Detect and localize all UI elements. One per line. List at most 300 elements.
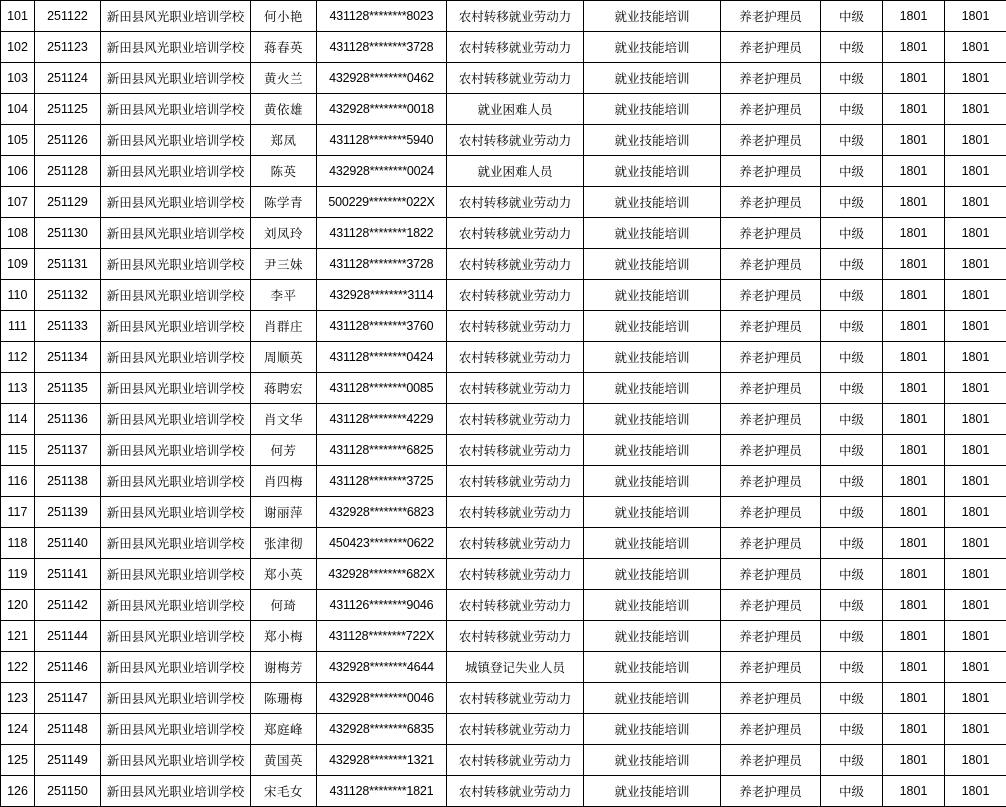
table-cell: 106: [1, 156, 35, 187]
table-cell: 1801: [883, 590, 945, 621]
table-row: [1, 187, 1006, 218]
table-cell: 431128********3728: [317, 32, 447, 63]
table-cell: 养老护理员: [721, 1, 821, 32]
table-cell: 何小艳: [251, 1, 317, 32]
table-cell: 251122: [35, 1, 101, 32]
table-cell: 农村转移就业劳动力: [447, 559, 584, 590]
table-cell: 就业技能培训: [584, 559, 721, 590]
table-cell: 中级: [821, 156, 883, 187]
table-row: [1, 559, 1006, 590]
table-cell: 何芳: [251, 435, 317, 466]
table-cell: 1801: [883, 683, 945, 714]
table-cell: 1801: [883, 342, 945, 373]
table-cell: 1801: [945, 745, 1006, 776]
table-cell: 251139: [35, 497, 101, 528]
table-cell: 新田县风光职业培训学校: [101, 63, 251, 94]
table-cell: 就业技能培训: [584, 528, 721, 559]
table-cell: 黄火兰: [251, 63, 317, 94]
table-cell: 就业技能培训: [584, 63, 721, 94]
table-cell: 251149: [35, 745, 101, 776]
table-cell: 251148: [35, 714, 101, 745]
table-row: [1, 94, 1006, 125]
table-cell: 1801: [883, 125, 945, 156]
table-cell: 1801: [945, 125, 1006, 156]
table-cell: 1801: [883, 373, 945, 404]
table-cell: 1801: [945, 776, 1006, 807]
table-cell: 就业技能培训: [584, 94, 721, 125]
table-row: [1, 621, 1006, 652]
table-cell: 1801: [945, 373, 1006, 404]
table-cell: 431128********3725: [317, 466, 447, 497]
table-cell: 251135: [35, 373, 101, 404]
table-cell: 102: [1, 32, 35, 63]
table-cell: 养老护理员: [721, 125, 821, 156]
table-cell: 尹三妹: [251, 249, 317, 280]
table-cell: 就业技能培训: [584, 1, 721, 32]
table-cell: 126: [1, 776, 35, 807]
table-cell: 1801: [883, 187, 945, 218]
table-cell: 陈学青: [251, 187, 317, 218]
table-cell: 251132: [35, 280, 101, 311]
table-cell: 1801: [883, 497, 945, 528]
table-cell: 农村转移就业劳动力: [447, 280, 584, 311]
table-cell: 农村转移就业劳动力: [447, 311, 584, 342]
table-cell: 新田县风光职业培训学校: [101, 187, 251, 218]
table-cell: 就业技能培训: [584, 404, 721, 435]
table-cell: 养老护理员: [721, 590, 821, 621]
table-cell: 养老护理员: [721, 652, 821, 683]
table-cell: 1801: [945, 714, 1006, 745]
table-cell: 中级: [821, 63, 883, 94]
table-cell: 1801: [883, 280, 945, 311]
table-row: [1, 125, 1006, 156]
table-cell: 新田县风光职业培训学校: [101, 280, 251, 311]
table-cell: 中级: [821, 404, 883, 435]
table-cell: 农村转移就业劳动力: [447, 373, 584, 404]
table-cell: 农村转移就业劳动力: [447, 125, 584, 156]
table-cell: 1801: [945, 528, 1006, 559]
table-cell: 就业困难人员: [447, 156, 584, 187]
table-cell: 109: [1, 249, 35, 280]
table-cell: 中级: [821, 373, 883, 404]
table-cell: 就业技能培训: [584, 714, 721, 745]
table-cell: 1801: [883, 249, 945, 280]
table-cell: 1801: [945, 342, 1006, 373]
table-cell: 123: [1, 683, 35, 714]
table-row: [1, 280, 1006, 311]
table-cell: 李平: [251, 280, 317, 311]
table-cell: 新田县风光职业培训学校: [101, 373, 251, 404]
table-cell: 432928********4644: [317, 652, 447, 683]
table-cell: 251147: [35, 683, 101, 714]
table-cell: 432928********1321: [317, 745, 447, 776]
table-cell: 新田县风光职业培训学校: [101, 621, 251, 652]
table-cell: 郑小梅: [251, 621, 317, 652]
table-cell: 黄国英: [251, 745, 317, 776]
table-cell: 251126: [35, 125, 101, 156]
table-cell: 何琦: [251, 590, 317, 621]
table-row: [1, 590, 1006, 621]
table-cell: 251123: [35, 32, 101, 63]
table-cell: 117: [1, 497, 35, 528]
table-cell: 1801: [945, 652, 1006, 683]
table-cell: 肖四梅: [251, 466, 317, 497]
table-cell: 431128********0085: [317, 373, 447, 404]
table-cell: 1801: [883, 63, 945, 94]
table-cell: 养老护理员: [721, 683, 821, 714]
table-cell: 251137: [35, 435, 101, 466]
table-cell: 农村转移就业劳动力: [447, 342, 584, 373]
table-cell: 农村转移就业劳动力: [447, 683, 584, 714]
table-cell: 农村转移就业劳动力: [447, 1, 584, 32]
table-cell: 108: [1, 218, 35, 249]
table-cell: 251144: [35, 621, 101, 652]
table-cell: 1801: [883, 32, 945, 63]
table-cell: 肖群庄: [251, 311, 317, 342]
table-cell: 养老护理员: [721, 311, 821, 342]
table-cell: 中级: [821, 683, 883, 714]
table-cell: 中级: [821, 621, 883, 652]
table-cell: 养老护理员: [721, 528, 821, 559]
table-cell: 农村转移就业劳动力: [447, 528, 584, 559]
table-cell: 431128********0424: [317, 342, 447, 373]
table-cell: 1801: [883, 311, 945, 342]
table-cell: 就业技能培训: [584, 497, 721, 528]
table-cell: 新田县风光职业培训学校: [101, 466, 251, 497]
table-cell: 就业技能培训: [584, 683, 721, 714]
table-cell: 新田县风光职业培训学校: [101, 311, 251, 342]
table-cell: 105: [1, 125, 35, 156]
table-cell: 农村转移就业劳动力: [447, 776, 584, 807]
table-cell: 中级: [821, 32, 883, 63]
table-cell: 养老护理员: [721, 466, 821, 497]
table-cell: 就业技能培训: [584, 435, 721, 466]
table-cell: 432928********0462: [317, 63, 447, 94]
table-cell: 农村转移就业劳动力: [447, 249, 584, 280]
table-cell: 110: [1, 280, 35, 311]
table-cell: 农村转移就业劳动力: [447, 466, 584, 497]
table-cell: 104: [1, 94, 35, 125]
table-cell: 111: [1, 311, 35, 342]
table-cell: 中级: [821, 559, 883, 590]
table-cell: 陈珊梅: [251, 683, 317, 714]
table-cell: 新田县风光职业培训学校: [101, 559, 251, 590]
table-cell: 新田县风光职业培训学校: [101, 1, 251, 32]
table-cell: 新田县风光职业培训学校: [101, 249, 251, 280]
table-cell: 周顺英: [251, 342, 317, 373]
table-cell: 1801: [883, 528, 945, 559]
table-cell: 养老护理员: [721, 280, 821, 311]
table-cell: 251125: [35, 94, 101, 125]
table-cell: 新田县风光职业培训学校: [101, 652, 251, 683]
table-cell: 养老护理员: [721, 63, 821, 94]
table-row: [1, 32, 1006, 63]
table-cell: 新田县风光职业培训学校: [101, 590, 251, 621]
table-cell: 农村转移就业劳动力: [447, 745, 584, 776]
table-cell: 113: [1, 373, 35, 404]
table-cell: 农村转移就业劳动力: [447, 187, 584, 218]
table-cell: 432928********0046: [317, 683, 447, 714]
table-cell: 251124: [35, 63, 101, 94]
table-cell: 中级: [821, 218, 883, 249]
table-cell: 中级: [821, 776, 883, 807]
table-cell: 中级: [821, 466, 883, 497]
table-cell: 谢梅芳: [251, 652, 317, 683]
table-cell: 119: [1, 559, 35, 590]
table-row: [1, 776, 1006, 807]
table-row: [1, 1, 1006, 32]
table-cell: 432928********0018: [317, 94, 447, 125]
table-cell: 432928********682X: [317, 559, 447, 590]
table-cell: 养老护理员: [721, 218, 821, 249]
table-cell: 1801: [945, 218, 1006, 249]
table-row: [1, 528, 1006, 559]
table-row: [1, 714, 1006, 745]
table-cell: 1801: [945, 435, 1006, 466]
table-cell: 就业技能培训: [584, 590, 721, 621]
table-cell: 1801: [883, 218, 945, 249]
table-cell: 城镇登记失业人员: [447, 652, 584, 683]
table-cell: 432928********6823: [317, 497, 447, 528]
table-cell: 124: [1, 714, 35, 745]
table-cell: 农村转移就业劳动力: [447, 497, 584, 528]
table-cell: 养老护理员: [721, 32, 821, 63]
table-cell: 125: [1, 745, 35, 776]
table-row: [1, 218, 1006, 249]
table-cell: 中级: [821, 528, 883, 559]
table-cell: 431128********3760: [317, 311, 447, 342]
table-cell: 1801: [945, 621, 1006, 652]
table-cell: 农村转移就业劳动力: [447, 714, 584, 745]
table-cell: 1801: [883, 466, 945, 497]
table-cell: 新田县风光职业培训学校: [101, 342, 251, 373]
table-cell: 新田县风光职业培训学校: [101, 404, 251, 435]
table-cell: 251129: [35, 187, 101, 218]
table-cell: 1801: [945, 559, 1006, 590]
table-cell: 1801: [945, 1, 1006, 32]
table-cell: 新田县风光职业培训学校: [101, 218, 251, 249]
table-cell: 郑庭峰: [251, 714, 317, 745]
table-cell: 就业困难人员: [447, 94, 584, 125]
table-cell: 新田县风光职业培训学校: [101, 528, 251, 559]
table-cell: 养老护理员: [721, 94, 821, 125]
table-cell: 农村转移就业劳动力: [447, 621, 584, 652]
table-cell: 中级: [821, 652, 883, 683]
table-cell: 中级: [821, 311, 883, 342]
table-cell: 中级: [821, 187, 883, 218]
table-cell: 刘凤玲: [251, 218, 317, 249]
table-row: [1, 249, 1006, 280]
table-cell: 251146: [35, 652, 101, 683]
table-cell: 251131: [35, 249, 101, 280]
table-cell: 中级: [821, 497, 883, 528]
table-cell: 112: [1, 342, 35, 373]
table-cell: 107: [1, 187, 35, 218]
table-cell: 1801: [945, 466, 1006, 497]
table-cell: 就业技能培训: [584, 156, 721, 187]
table-cell: 中级: [821, 249, 883, 280]
table-cell: 101: [1, 1, 35, 32]
table-cell: 中级: [821, 125, 883, 156]
table-cell: 1801: [945, 683, 1006, 714]
table-cell: 就业技能培训: [584, 280, 721, 311]
table-cell: 农村转移就业劳动力: [447, 32, 584, 63]
table-cell: 就业技能培训: [584, 249, 721, 280]
table-body: [1, 1, 1006, 807]
table-row: [1, 311, 1006, 342]
table-row: [1, 745, 1006, 776]
table-cell: 就业技能培训: [584, 218, 721, 249]
table-cell: 1801: [883, 94, 945, 125]
table-cell: 中级: [821, 745, 883, 776]
table-cell: 就业技能培训: [584, 745, 721, 776]
table-row: [1, 683, 1006, 714]
table-cell: 1801: [945, 280, 1006, 311]
table-cell: 1801: [945, 63, 1006, 94]
table-cell: 养老护理员: [721, 342, 821, 373]
table-cell: 就业技能培训: [584, 187, 721, 218]
table-cell: 251134: [35, 342, 101, 373]
table-row: [1, 435, 1006, 466]
table-cell: 养老护理员: [721, 714, 821, 745]
table-cell: 养老护理员: [721, 497, 821, 528]
table-cell: 养老护理员: [721, 404, 821, 435]
table-cell: 新田县风光职业培训学校: [101, 714, 251, 745]
table-cell: 115: [1, 435, 35, 466]
table-cell: 养老护理员: [721, 435, 821, 466]
table-cell: 养老护理员: [721, 156, 821, 187]
table-cell: 251150: [35, 776, 101, 807]
table-cell: 1801: [883, 435, 945, 466]
table-cell: 431128********1821: [317, 776, 447, 807]
table-cell: 1801: [883, 776, 945, 807]
table-cell: 新田县风光职业培训学校: [101, 435, 251, 466]
table-cell: 就业技能培训: [584, 466, 721, 497]
table-cell: 宋毛女: [251, 776, 317, 807]
table-cell: 黄依雄: [251, 94, 317, 125]
table-cell: 431128********722X: [317, 621, 447, 652]
table-cell: 养老护理员: [721, 776, 821, 807]
table-cell: 121: [1, 621, 35, 652]
table-cell: 251138: [35, 466, 101, 497]
table-cell: 500229********022X: [317, 187, 447, 218]
table-cell: 中级: [821, 342, 883, 373]
table-cell: 431128********8023: [317, 1, 447, 32]
table-cell: 1801: [883, 652, 945, 683]
table-cell: 就业技能培训: [584, 621, 721, 652]
table-cell: 431126********9046: [317, 590, 447, 621]
table-cell: 432928********3114: [317, 280, 447, 311]
table-cell: 251142: [35, 590, 101, 621]
table-cell: 蒋春英: [251, 32, 317, 63]
table-cell: 中级: [821, 1, 883, 32]
table-row: [1, 497, 1006, 528]
table-cell: 431128********1822: [317, 218, 447, 249]
table-cell: 新田县风光职业培训学校: [101, 125, 251, 156]
table-cell: 新田县风光职业培训学校: [101, 683, 251, 714]
table-cell: 就业技能培训: [584, 373, 721, 404]
table-cell: 1801: [945, 590, 1006, 621]
table-cell: 116: [1, 466, 35, 497]
table-cell: 450423********0622: [317, 528, 447, 559]
table-cell: 新田县风光职业培训学校: [101, 94, 251, 125]
table-cell: 1801: [883, 621, 945, 652]
table-cell: 新田县风光职业培训学校: [101, 497, 251, 528]
table-cell: 中级: [821, 435, 883, 466]
table-cell: 养老护理员: [721, 249, 821, 280]
table-cell: 103: [1, 63, 35, 94]
table-cell: 就业技能培训: [584, 652, 721, 683]
table-cell: 251136: [35, 404, 101, 435]
table-cell: 114: [1, 404, 35, 435]
table-cell: 农村转移就业劳动力: [447, 590, 584, 621]
table-cell: 432928********0024: [317, 156, 447, 187]
table-cell: 1801: [883, 714, 945, 745]
table-cell: 1801: [883, 559, 945, 590]
table-cell: 新田县风光职业培训学校: [101, 776, 251, 807]
table-cell: 1801: [945, 497, 1006, 528]
table-row: [1, 63, 1006, 94]
table-row: [1, 652, 1006, 683]
table-cell: 新田县风光职业培训学校: [101, 156, 251, 187]
table-row: [1, 466, 1006, 497]
table-cell: 张津彻: [251, 528, 317, 559]
table-cell: 陈英: [251, 156, 317, 187]
table-cell: 新田县风光职业培训学校: [101, 32, 251, 63]
table-cell: 肖文华: [251, 404, 317, 435]
table-cell: 就业技能培训: [584, 125, 721, 156]
table-cell: 新田县风光职业培训学校: [101, 745, 251, 776]
table-cell: 1801: [945, 32, 1006, 63]
table-cell: 就业技能培训: [584, 342, 721, 373]
table-cell: 养老护理员: [721, 559, 821, 590]
table-cell: 118: [1, 528, 35, 559]
table-row: [1, 342, 1006, 373]
table-cell: 郑凤: [251, 125, 317, 156]
table-cell: 郑小英: [251, 559, 317, 590]
table-cell: 1801: [883, 156, 945, 187]
table-cell: 251140: [35, 528, 101, 559]
table-cell: 1801: [945, 404, 1006, 435]
table-cell: 431128********6825: [317, 435, 447, 466]
table-cell: 251128: [35, 156, 101, 187]
table-cell: 122: [1, 652, 35, 683]
table-cell: 蒋聘宏: [251, 373, 317, 404]
table-cell: 1801: [945, 94, 1006, 125]
table-cell: 432928********6835: [317, 714, 447, 745]
table-row: [1, 156, 1006, 187]
table-cell: 1801: [945, 156, 1006, 187]
table-cell: 养老护理员: [721, 187, 821, 218]
table-row: [1, 373, 1006, 404]
table-cell: 中级: [821, 94, 883, 125]
table-row: [1, 404, 1006, 435]
table-cell: 1801: [883, 745, 945, 776]
table-cell: 就业技能培训: [584, 776, 721, 807]
table-cell: 1801: [883, 404, 945, 435]
table-cell: 120: [1, 590, 35, 621]
table-cell: 农村转移就业劳动力: [447, 218, 584, 249]
table-cell: 251141: [35, 559, 101, 590]
table-cell: 251130: [35, 218, 101, 249]
table-cell: 养老护理员: [721, 621, 821, 652]
table-cell: 农村转移就业劳动力: [447, 63, 584, 94]
table-cell: 431128********3728: [317, 249, 447, 280]
table-cell: 251133: [35, 311, 101, 342]
table-cell: 就业技能培训: [584, 32, 721, 63]
table-cell: 农村转移就业劳动力: [447, 404, 584, 435]
table-cell: 农村转移就业劳动力: [447, 435, 584, 466]
